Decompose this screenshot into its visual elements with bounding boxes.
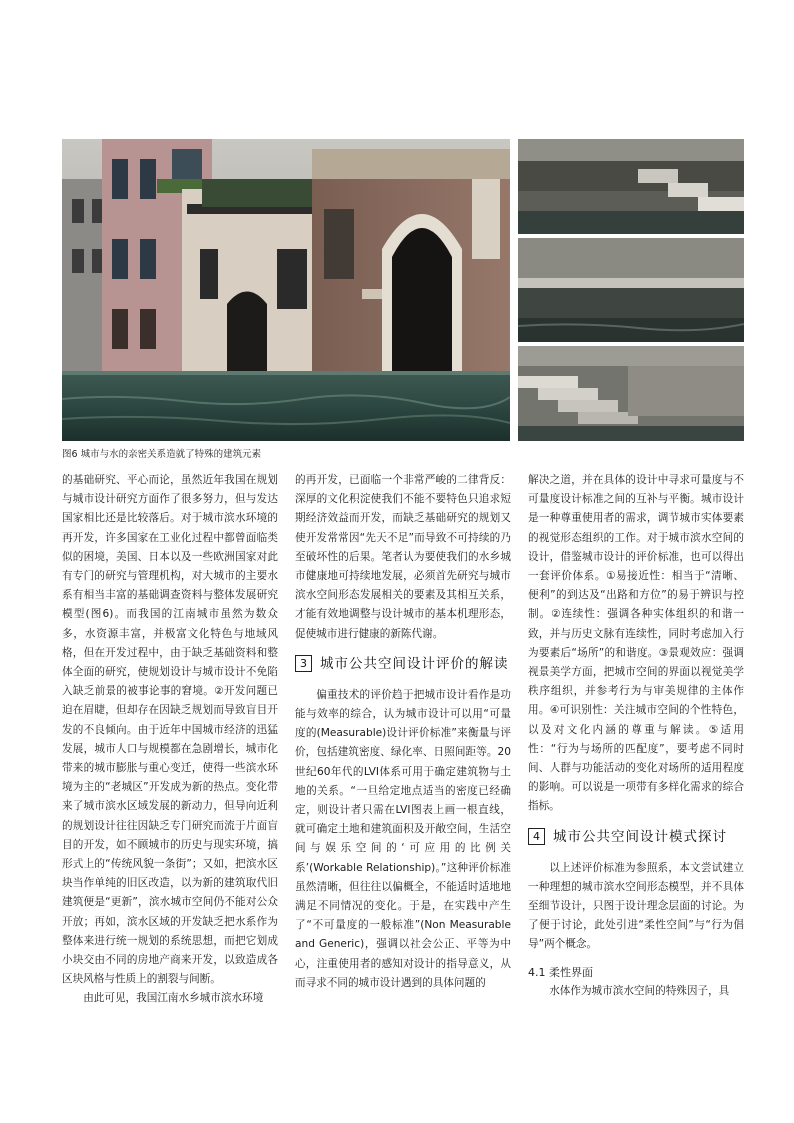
section-heading-4	[528, 827, 744, 847]
paragraph: 解决之道，并在具体的设计中寻求可量度与不可量度设计标准之间的互补与平衡。城市设计是一种尊重使用者的需求，调节城市实体要素的视觉形态组织的工作。对于城市滨水空间的设计，借鉴城市设计的评价标准，也可以得出一套评价体系。①易接近性：相当于“清晰、便利”的到达及“出路和方位”的易于辨识与控制。②连续性：强调各种实体组织的和谐一致，并与历史文脉有连续性，同时考虑加入行为要素后“场所”的和谐度。③景观效应：强调视景美学方面，把城市空间的界面以视觉美学秩序组织，并参考行为与审美规律的主体作用。④可识别性：关注城市空间的个性特色，以及对文化内涵的尊重与解读。⑤适用性：“行为与场所的匹配度”，要考虑不同时间、人群与功能活动的变化对场所的适用程度的影响。可以说是一项带有多样化需求的综合指标。	[528, 474, 744, 813]
canal-photo-illustration	[62, 139, 510, 441]
section-title: 城市公共空间设计评价的解读	[320, 655, 509, 672]
paragraph: 由此可见，我国江南水乡城市滨水环境	[83, 992, 264, 1005]
text-column-3	[528, 471, 744, 1001]
section-heading-3	[295, 654, 511, 674]
steps-photo-top	[518, 139, 744, 234]
paragraph: 偏重技术的评价趋于把城市设计看作是功能与效率的综合，认为城市设计可以用“可量度的(Measurable)设计评价标准”来衡量与评价，包括建筑密度、绿化率、日照间距等。20世纪60年代的LVI体系可用于确定建筑物与土地的关系。“一旦给定地点适当的密度已经确定，则设计者只需在LVI图表上画一根直线，就可确定土地和建筑面积及开敞空间，生活空间与娱乐空间的‘可应用的比例关系’(Workable Relationship)。”这种评价标准虽然清晰，但往往以偏概全，不能适时适地地满足不同情况的变化。于是，在实践中产生了“不可量度的一般标准”(Non Measurable and Generic)，强调以社会公正、平等为中心，注重使用者的感知对设计的指导意义，从而寻求不同的城市设计遇到的具体问题的	[295, 688, 511, 989]
paragraph: 以上述评价标准为参照系，本文尝试建立一种理想的城市滨水空间形态模型，并不具体至细节设计，只图于设计理念层面的讨论。为了便于讨论，此处引进“柔性空间”与“行为倡导”两个概念。	[528, 861, 744, 951]
section-number: 4	[528, 828, 545, 845]
figure-caption: 图6 城市与水的亲密关系造就了特殊的建筑元素	[62, 449, 262, 460]
paragraph: 的再开发，已面临一个非常严峻的二律背反：深厚的文化积淀使我们不能不要特色只追求短期经济效益而开发，而缺乏基础研究的规划又使开发常常因“先天不足”而导致不可持续的乃至破坏性的后果。笔者认为要使我们的水乡城市健康地可持续地发展，必须首先研究与城市滨水空间形态发展相关的要素及其相互关系，才能有效地调整与设计城市的基本机理形态，促使城市进行健康的新陈代谢。	[295, 474, 511, 640]
figure-photo-steps	[518, 139, 744, 441]
section-number: 3	[295, 655, 312, 672]
section-title: 城市公共空间设计模式探讨	[553, 828, 727, 845]
steps-photo-bottom	[518, 346, 744, 441]
text-column-2	[295, 471, 511, 993]
paragraph: 的基础研究、平心而论，虽然近年我国在规划与城市设计研究方面作了很多努力，但与发达国家相比还是比较落后。对于城市滨水环境的再开发，许多国家在工业化过程中都曾面临类似的困境，美国、日本以及一些欧洲国家对此有专门的研究与管理机构，对大城市的主要水系有相当丰富的基础调查资料与整体发展研究模型(图6)。而我国的江南城市虽然为数众多，水资源丰富，并极富文化特色与地域风格，但在开发过程中，由于缺乏基础资料和整体全面的研究，使规划设计与城市设计不免陷入缺乏前景的被事论事的窘境。②开发问题已迫在眉睫，但却存在因缺乏规划而导致盲目开发的不良倾向。由于近年中国城市经济的迅猛发展，城市人口与规模都在急剧增长，城市化带来的城市膨胀与重心变迁，使得一些滨水环境为主的“老城区”开发成为新的热点。变化带来了城市滨水区域发展的新动力，但导向近利的规划设计往往因缺乏专门研究而流于片面盲目的开发，如不顾城市的历史与现实环境，搞形式上的“传统风貌一条街”；又如，把滨水区块当作单纯的旧区改造，以为新的建筑取代旧建筑便是“更新”，滨水城市空间仍不能对公众开放；再如，滨水区域的开发缺乏把水系作为整体来进行统一规划的系统思想，而把它划成小块交由不同的房地产商来开发，以致造成各区块风格与性质上的割裂与间断。	[62, 474, 278, 986]
subsection-heading: 4.1 柔性界面	[528, 965, 593, 979]
text-column-1	[62, 471, 278, 1009]
figure-photo-canal	[62, 139, 510, 441]
steps-photo-middle	[518, 238, 744, 342]
paragraph: 水体作为城市滨水空间的特殊因子，具	[549, 984, 730, 997]
